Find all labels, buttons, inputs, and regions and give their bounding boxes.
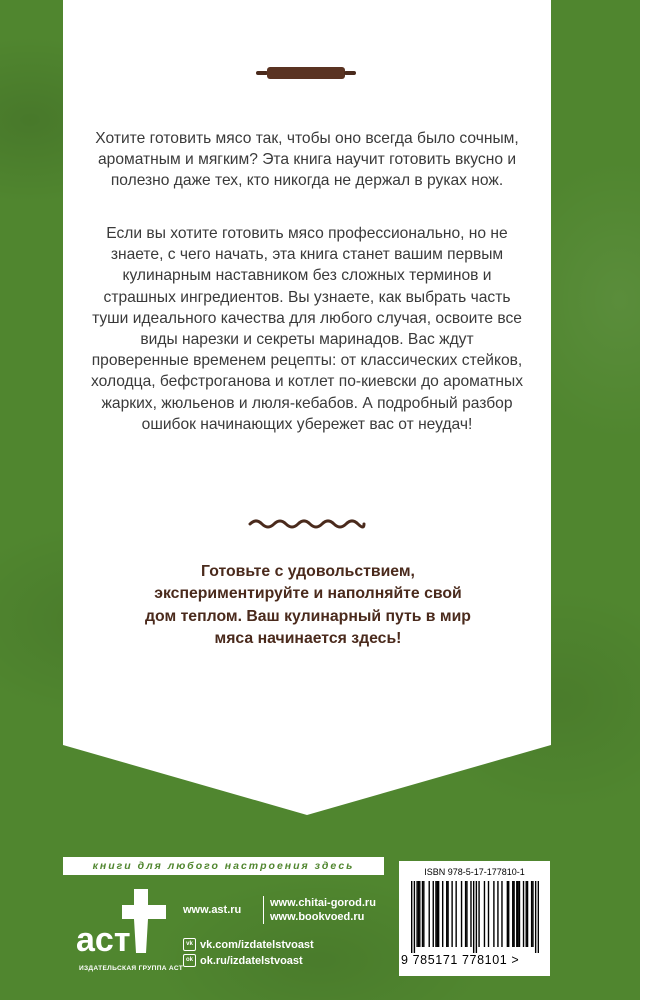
barcode-bar xyxy=(419,881,420,947)
barcode-icon xyxy=(411,881,539,953)
barcode-bar xyxy=(523,881,524,947)
barcode-bar xyxy=(435,881,436,947)
barcode-bar xyxy=(538,881,539,953)
barcode-bar xyxy=(526,881,527,947)
site-chitai-gorod[interactable]: www.chitai-gorod.ru xyxy=(270,897,376,909)
barcode-bar xyxy=(414,881,415,953)
barcode-bar xyxy=(466,881,467,947)
barcode-bar xyxy=(508,881,509,947)
barcode-bar xyxy=(532,881,533,947)
barcode-bar xyxy=(438,881,439,947)
rolling-pin-icon xyxy=(256,66,356,80)
isbn-number: ISBN 978-5-17-177810-1 xyxy=(424,867,525,877)
barcode-bar xyxy=(488,881,489,947)
wave-divider-icon xyxy=(248,516,366,532)
barcode-bar xyxy=(442,881,443,947)
barcode-bar xyxy=(447,881,448,947)
barcode-bar xyxy=(461,881,462,947)
barcode-bar xyxy=(429,881,430,947)
barcode-bar xyxy=(501,881,502,947)
social-ok[interactable] xyxy=(183,954,303,967)
barcode-bar xyxy=(478,881,479,947)
barcode-bar xyxy=(437,881,438,947)
barcode-bar xyxy=(451,881,452,947)
barcode-bar xyxy=(497,881,498,947)
barcode-bar xyxy=(527,881,528,947)
divider xyxy=(263,896,264,924)
barcode-bar xyxy=(473,881,474,953)
barcode-bar xyxy=(422,881,423,947)
site-bookvoed[interactable]: www.bookvoed.ru xyxy=(270,911,365,923)
vk-icon: vk xyxy=(183,938,196,951)
barcode-bar xyxy=(465,881,466,947)
isbn-barcode-box xyxy=(399,861,550,976)
barcode-bar xyxy=(517,881,518,947)
barcode-bar xyxy=(484,881,485,947)
barcode-bar xyxy=(411,881,412,953)
barcode-bar xyxy=(470,881,471,947)
ast-logo-icon xyxy=(74,887,184,965)
barcode-bar xyxy=(418,881,419,947)
barcode-bar xyxy=(455,881,456,947)
barcode-digits: 9 785171 778101 > xyxy=(401,953,520,967)
barcode-bar xyxy=(446,881,447,947)
site-ast[interactable]: www.ast.ru xyxy=(183,904,242,916)
barcode-bar xyxy=(519,881,520,947)
closing-statement: Готовьте с удовольствием, экспериментируйте и наполняйте свой дом теплом. Ваш кулинарный путь в мир мяса начинается здесь! xyxy=(145,563,471,648)
barcode-bar xyxy=(535,881,536,953)
barcode-bar xyxy=(512,881,513,947)
social-vk-label: vk.com/izdatelstvoast xyxy=(200,938,314,951)
publisher-caption: ИЗДАТЕЛЬСКАЯ ГРУППА АСТ xyxy=(78,965,184,972)
barcode-bar xyxy=(516,881,517,947)
barcode-bar xyxy=(423,881,424,947)
social-ok-label: ok.ru/izdatelstvoast xyxy=(200,954,303,967)
barcode-bar xyxy=(531,881,532,947)
barcode-bar xyxy=(476,881,477,953)
ok-icon: ok xyxy=(183,954,196,967)
barcode-bar xyxy=(416,881,417,947)
barcode-bar xyxy=(513,881,514,947)
ast-logo-text: аст xyxy=(76,921,131,959)
barcode-bar xyxy=(433,881,434,947)
description-paragraph: Если вы хотите готовить мясо профессионально, но не знаете, с чего начать, эта книга станет вашим первым кулинарным наставником без сложных терминов и страшных ингредиентов. Вы узнаете, как выбрать часть туши идеального качества для любого случая, освоите все виды нарезки и секреты маринадов. Вас ждут проверенные временем рецепты: от классических стейков, холодца, бефстроганова и котлет по-киевски до ароматных жарких, жюльенов и люля-кебабов. А подробный разбор ошибок начинающих убережет вас от неудач! xyxy=(91,225,523,433)
social-vk[interactable] xyxy=(183,938,314,951)
intro-paragraph: Хотите готовить мясо так, чтобы оно всегда было сочным, ароматным и мягким? Эта книга научит готовить вкусно и полезно даже тех, кто никогда не держал в руках нож. xyxy=(95,130,519,190)
series-tagline: книги для любого настроения здесь xyxy=(63,857,384,875)
barcode-bar xyxy=(493,881,494,947)
barcode-bar xyxy=(507,881,508,947)
